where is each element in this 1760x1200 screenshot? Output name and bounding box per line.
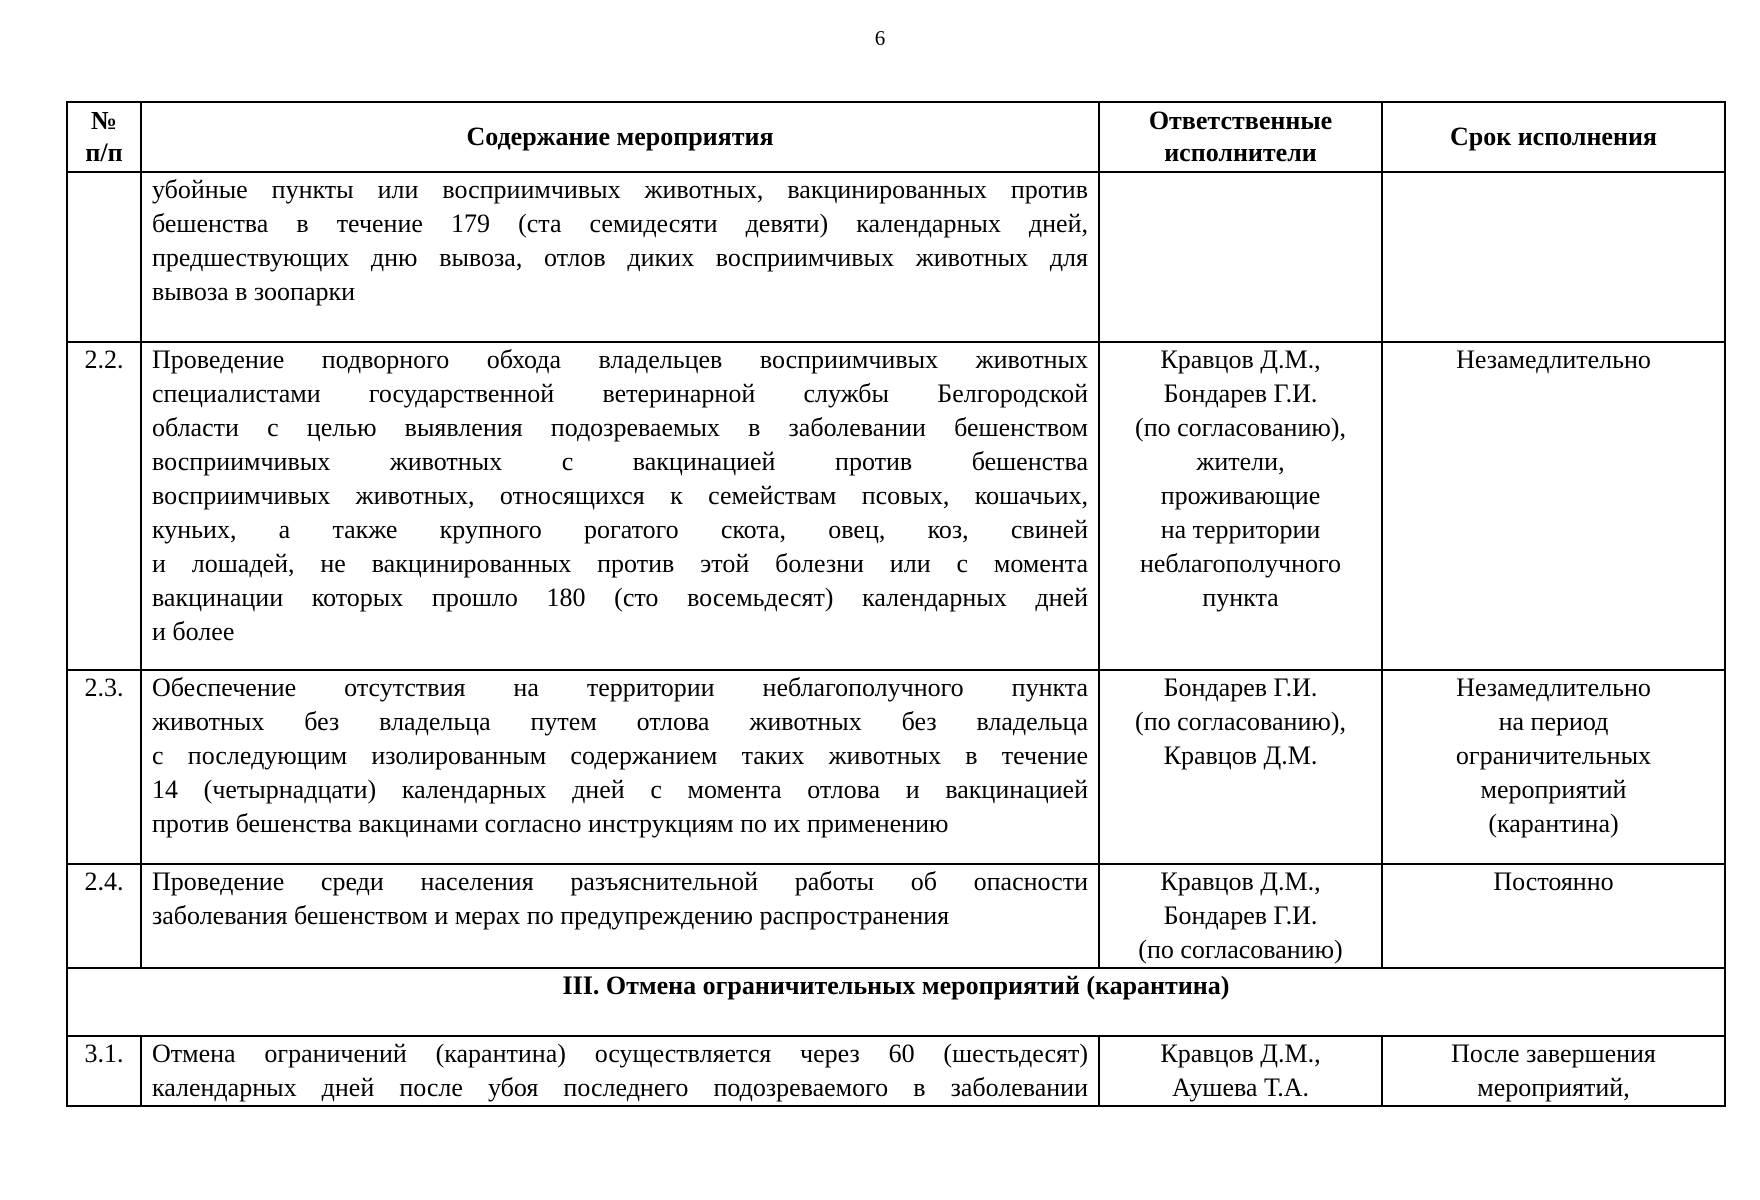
row-responsible (1099, 864, 1382, 968)
deadline-line: ограничительных (1455, 741, 1652, 770)
row-responsible (1099, 670, 1382, 864)
deadline-line: на период (1498, 707, 1609, 736)
header-num (67, 102, 141, 172)
deadline-line: Незамедлительно (1456, 345, 1651, 374)
deadline-line: Постоянно (1493, 867, 1614, 896)
content-line: области с целью выявления подозреваемых в заболевании бешенством (152, 413, 1088, 442)
deadline-line: Незамедлительно (1456, 673, 1651, 702)
content-line: Обеспечение отсутствия на территории неблагополучного пункта (152, 673, 1088, 702)
header-num-line: № (90, 106, 118, 135)
header-content: Содержание мероприятия (141, 102, 1099, 172)
content-line: специалистами государственной ветеринарной службы Белгородской (152, 379, 1088, 408)
responsible-line: проживающие (1160, 481, 1321, 510)
content-line: и более (152, 617, 235, 646)
row-content (141, 172, 1099, 342)
content-line: Проведение подворного обхода владельцев восприимчивых животных (152, 345, 1088, 374)
row-num: 2.3. (67, 670, 141, 864)
table-row (67, 342, 1725, 670)
responsible-line: Аушева Т.А. (1171, 1073, 1310, 1102)
table-header-row (67, 102, 1725, 172)
content-line: календарных дней после убоя последнего подозреваемого в заболевании (152, 1073, 1088, 1102)
content-line: заболевания бешенством и мерах по предупреждению распространения (152, 901, 950, 930)
responsible-line: (по согласованию), (1135, 413, 1346, 442)
content-line: восприимчивых животных, относящихся к семействам псовых, кошачьих, (152, 481, 1088, 510)
row-num (67, 172, 141, 342)
responsible-line: пункта (1202, 583, 1279, 612)
content-line: бешенства в течение 179 (ста семидесяти девяти) календарных дней, (152, 209, 1088, 238)
content-line: 14 (четырнадцати) календарных дней с момента отлова и вакцинацией (152, 775, 1088, 804)
responsible-line: Бондарев Г.И. (1163, 379, 1318, 408)
header-responsible-line: исполнители (1164, 138, 1317, 167)
content-line: вывоза в зоопарки (152, 277, 356, 306)
row-num: 3.1. (67, 1036, 141, 1106)
header-deadline: Срок исполнения (1382, 102, 1725, 172)
header-responsible (1099, 102, 1382, 172)
deadline-line: После завершения (1451, 1039, 1656, 1068)
responsible-line: жители, (1196, 447, 1285, 476)
responsible-line: Кравцов Д.М. (1163, 741, 1318, 770)
page-number: 6 (874, 26, 886, 50)
content-line: куньих, а также крупного рогатого скота, овец, коз, свиней (152, 515, 1088, 544)
section-row (67, 968, 1725, 1036)
row-deadline (1382, 342, 1725, 670)
responsible-line: Кравцов Д.М., (1160, 867, 1321, 896)
row-content (141, 670, 1099, 864)
row-deadline (1382, 1036, 1725, 1106)
content-line: Проведение среди населения разъяснительной работы об опасности (152, 867, 1088, 896)
responsible-line: на территории (1160, 515, 1321, 544)
row-deadline (1382, 172, 1725, 342)
row-deadline (1382, 864, 1725, 968)
row-content (141, 1036, 1099, 1106)
responsible-line: Кравцов Д.М., (1160, 345, 1321, 374)
measures-table (66, 101, 1726, 1107)
deadline-line: (карантина) (1488, 809, 1619, 838)
row-responsible (1099, 172, 1382, 342)
table-row (67, 670, 1725, 864)
section-title: III. Отмена ограничительных мероприятий (карантина) (67, 968, 1725, 1036)
responsible-line: (по согласованию), (1135, 707, 1346, 736)
responsible-line: Бондарев Г.И. (1163, 901, 1318, 930)
content-line: вакцинации которых прошло 180 (сто восемьдесят) календарных дней (152, 583, 1088, 612)
responsible-line: неблагополучного (1139, 549, 1342, 578)
table-row (67, 172, 1725, 342)
content-line: восприимчивых животных с вакцинацией против бешенства (152, 447, 1088, 476)
row-deadline (1382, 670, 1725, 864)
table-row (67, 1036, 1725, 1106)
table-row (67, 864, 1725, 968)
content-line: убойные пункты или восприимчивых животных, вакцинированных против (152, 175, 1088, 204)
row-content (141, 342, 1099, 670)
header-num-line: п/п (85, 138, 123, 167)
responsible-line: Бондарев Г.И. (1163, 673, 1318, 702)
deadline-line: мероприятий (1480, 775, 1627, 804)
content-line: и лошадей, не вакцинированных против этой болезни или с момента (152, 549, 1088, 578)
content-line: предшествующих дню вывоза, отлов диких восприимчивых животных для (152, 243, 1088, 272)
content-line: животных без владельца путем отлова животных без владельца (152, 707, 1088, 736)
row-responsible (1099, 342, 1382, 670)
content-line: против бешенства вакцинами согласно инструкциям по их применению (152, 809, 949, 838)
row-num: 2.4. (67, 864, 141, 968)
row-num: 2.2. (67, 342, 141, 670)
deadline-line: мероприятий, (1477, 1073, 1630, 1102)
row-responsible (1099, 1036, 1382, 1106)
responsible-line: (по согласованию) (1138, 935, 1343, 964)
row-content (141, 864, 1099, 968)
responsible-line: Кравцов Д.М., (1160, 1039, 1321, 1068)
header-responsible-line: Ответственные (1148, 106, 1333, 135)
content-line: с последующим изолированным содержанием таких животных в течение (152, 741, 1088, 770)
content-line: Отмена ограничений (карантина) осуществляется через 60 (шестьдесят) (152, 1039, 1088, 1068)
